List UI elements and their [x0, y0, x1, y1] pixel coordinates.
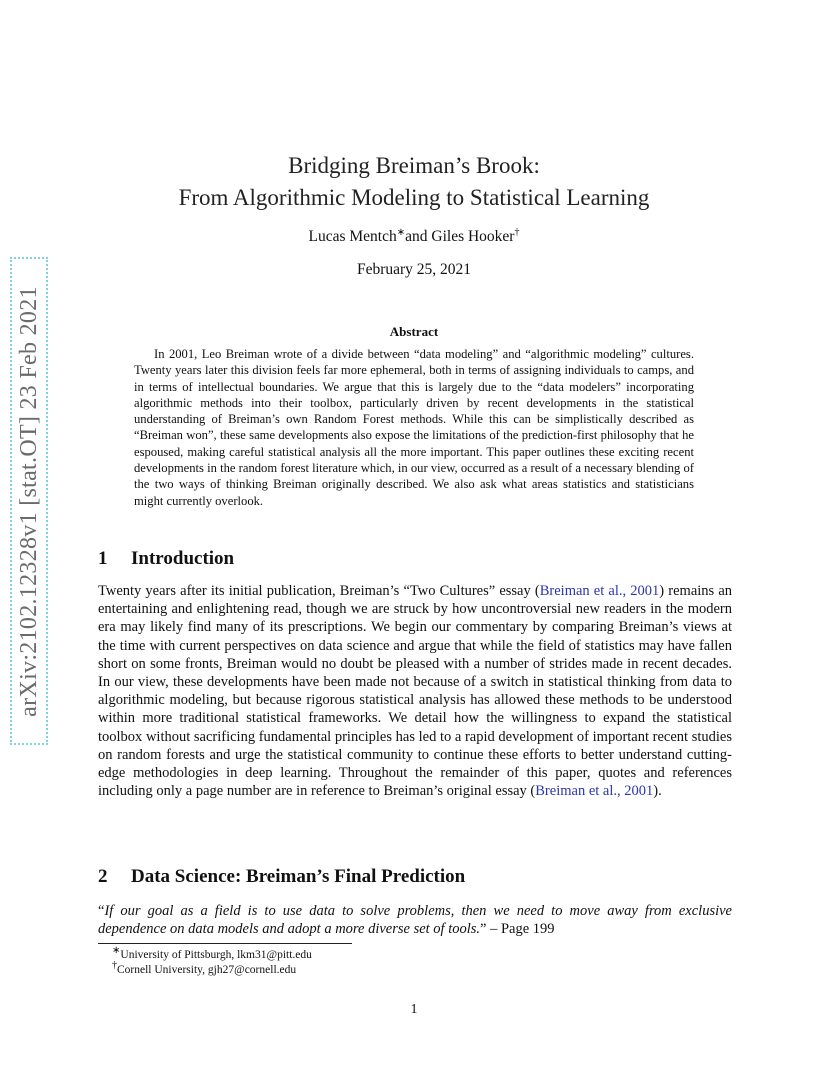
footnote-1-marker: ∗ — [112, 945, 121, 957]
citation-link-breiman-2001[interactable]: Breiman et al., 2001 — [539, 583, 660, 599]
introduction-paragraph — [98, 582, 732, 800]
section-2-heading — [98, 866, 465, 888]
footnote-1-text: University of Pittsburgh, lkm31@pitt.edu — [120, 949, 312, 961]
breiman-quote — [98, 902, 732, 938]
section-1-number: 1 — [98, 548, 108, 569]
author-hooker: and Giles Hooker — [405, 228, 515, 245]
quote-text: If our goal as a field is to use data to solve problems, then we need to move away from exclusive dependence on data models and adopt a more diverse set of tools. — [98, 903, 732, 938]
arxiv-identifier: arXiv:2102.12328v1 [stat.OT] 23 Feb 2021 — [15, 285, 42, 717]
paper-title — [0, 150, 828, 214]
section-1-title: Introduction — [131, 548, 235, 569]
introduction-body — [98, 582, 732, 800]
citation-link-breiman-2001[interactable]: Breiman et al., 2001 — [535, 783, 654, 800]
footnotes — [98, 945, 312, 978]
abstract-heading: Abstract — [389, 324, 439, 339]
author-mentch: Lucas Mentch — [308, 228, 397, 245]
intro-text-part-2: ) remains an entertaining and enlightening read, though we are struck by how uncontroversial new readers in the modern era may likely find many of its prescriptions. We begin our commentary by comparing Breiman’s views at the time with current perspectives on data science and argue that while the field of statistics may have fallen short on some fronts, Breiman would no doubt be pleased with a number of strides made in recent decades. In our view, these developments have been made not because of a switch in statistical thinking from data to algorithmic modeling, but because rigorous statistical analysis has allowed these methods to be understood within more traditional statistical frameworks. We detail how the willingness to expand the statistical toolbox without sacrificing fundamental principles has led to a rapid development of important recent studies on random forests and urge the statistical community to continue these efforts to better understand cutting-edge methodologies in deep learning. Throughout the remainder of this paper, quotes and references including only a page number are in reference to Breiman’s original essay ( — [98, 583, 733, 800]
footnote-divider — [98, 943, 352, 944]
intro-text-part-3: ). — [653, 783, 662, 800]
footnote-2 — [98, 960, 312, 978]
page-number: 1 — [410, 1002, 418, 1017]
footnote-2-marker: † — [112, 960, 117, 972]
section-2-number: 2 — [98, 866, 108, 887]
author-list — [0, 228, 828, 246]
intro-text-part-1: Twenty years after its initial publication, Breiman’s “Two Cultures” essay ( — [98, 583, 540, 599]
section-2-title: Data Science: Breiman’s Final Prediction — [131, 866, 466, 887]
footnote-2-text: Cornell University, gjh27@cornell.edu — [117, 964, 297, 976]
title-line-1: Bridging Breiman’s Brook: — [288, 153, 540, 178]
paper-date: February 25, 2021 — [356, 261, 472, 278]
footnote-marker-1[interactable]: ∗ — [396, 226, 406, 238]
quote-open-mark: “ — [98, 903, 105, 919]
section-1-heading — [98, 548, 234, 570]
abstract-paragraph: In 2001, Leo Breiman wrote of a divide between “data modeling” and “algorithmic modeling” cultures. Twenty years later this division feels far more ephemeral, both in terms of assigning individuals to camps, and in terms of intellectual boundaries. We argue that this is largely due to the “data modelers” incorporating algorithmic methods into their toolbox, particularly driven by recent developments in the statistical understanding of Breiman’s own Random Forest methods. While this can be simplistically described as “Breiman won”, these same developments also expose the limitations of the prediction-first philosophy that he espoused, making careful statistical analysis all the more important. This paper outlines these exciting recent developments in the random forest literature which, in our view, occurred as a result of a necessary blending of the two ways of thinking Breiman originally described. We also ask what areas statistics and statisticians might currently overlook. — [134, 347, 694, 508]
footnote-1 — [98, 945, 312, 963]
abstract-body — [134, 346, 694, 509]
quote-attribution: ” – Page 199 — [480, 921, 555, 938]
title-line-2: From Algorithmic Modeling to Statistical Learning — [178, 185, 650, 210]
footnote-marker-2[interactable]: † — [514, 226, 520, 238]
